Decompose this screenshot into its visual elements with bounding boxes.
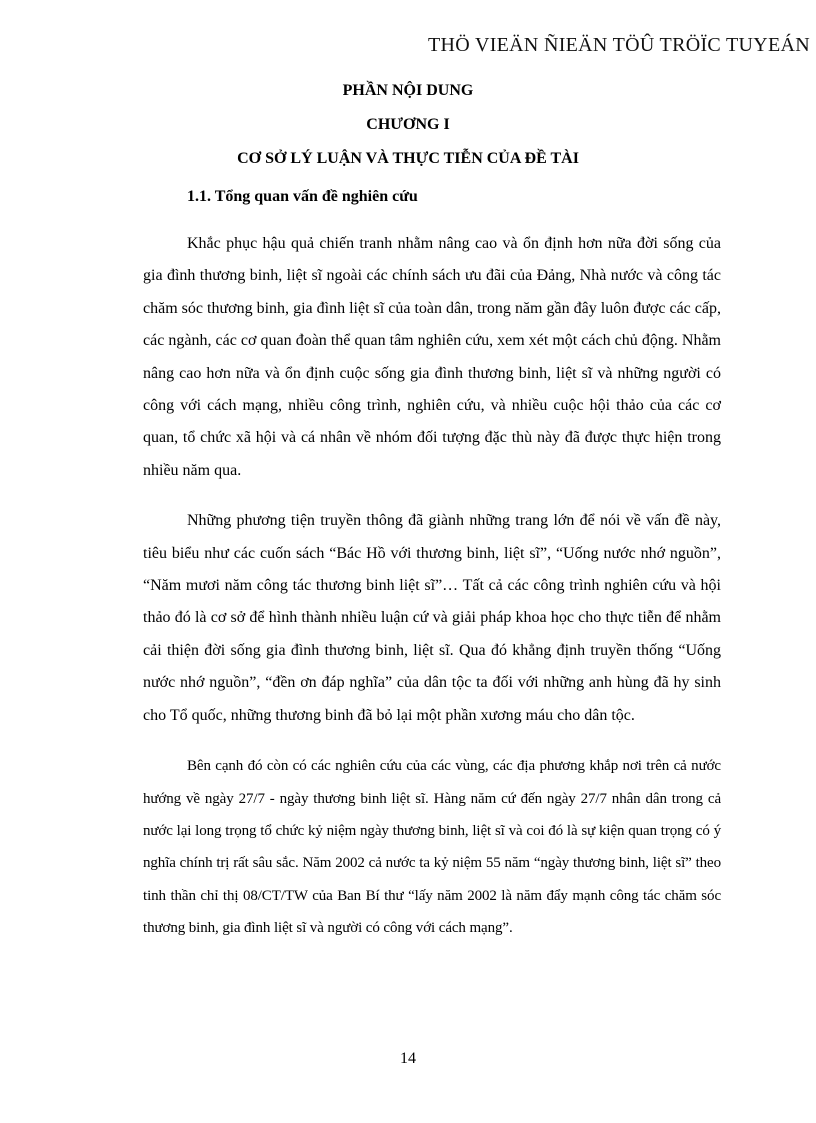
body-text [143,228,721,963]
heading-block [0,74,816,176]
paragraph-3: Bên cạnh đó còn có các nghiên cứu của các vùng, các địa phương khắp nơi trên cả nước hướng về ngày 27/7 - ngày thương binh liệt sĩ. Hàng năm cứ đến ngày 27/7 nhân dân trong cả nước lại long trọng tổ chức kỷ niệm ngày thương binh, liệt sĩ và coi đó là sự kiện quan trọng có ý nghĩa chính trị rất sâu sắc. Năm 2002 cả nước ta kỷ niệm 55 năm “ngày thương binh, liệt sĩ” theo tinh thần chỉ thị 08/CT/TW của Ban Bí thư “lấy năm 2002 là năm đẩy mạnh công tác chăm sóc thương binh, gia đình liệt sĩ và người có công với cách mạng”. [143,758,721,937]
chapter-heading: CHƯƠNG I [366,116,450,133]
part-heading: PHẦN NỘI DUNG [342,82,474,99]
paragraph-2: Những phương tiện truyền thông đã giành những trang lớn để nói về vấn đề này, tiêu biểu như các cuốn sách “Bác Hồ với thương binh, liệt sĩ”, “Uống nước nhớ nguồn”, “Năm mươi năm công tác thương binh liệt sĩ”… Tất cả các công trình nghiên cứu và hội thảo đó là cơ sở để hình thành nhiều luận cứ và giải pháp khoa học cho thực tiễn để nhằm cải thiện đời sống gia đình thương binh, liệt sĩ. Qua đó khẳng định truyền thống “Uống nước nhớ nguồn”, “đền ơn đáp nghĩa” của dân tộc ta đối với những anh hùng đã hy sinh cho Tổ quốc, những thương binh đã bỏ lại một phần xương máu cho dân tộc. [143,512,721,724]
page-number: 14 [400,1050,416,1067]
header-watermark: THÖ VIEÄN ÑIEÄN TÖÛ TRÖÏC TUYEÁN [428,34,810,56]
chapter-title: CƠ SỞ LÝ LUẬN VÀ THỰC TIỄN CỦA ĐỀ TÀI [237,150,579,167]
section-title: 1.1. Tổng quan vấn đề nghiên cứu [187,188,418,205]
paragraph-1: Khắc phục hậu quả chiến tranh nhằm nâng cao và ổn định hơn nữa đời sống của gia đình thương binh, liệt sĩ ngoài các chính sách ưu đãi của Đảng, Nhà nước và công tác chăm sóc thương binh, gia đình liệt sĩ của toàn dân, trong năm gần đây luôn được các cấp, các ngành, các cơ quan đoàn thể quan tâm nghiên cứu, xem xét một cách chủ động. Nhằm nâng cao hơn nữa và ổn định cuộc sống gia đình thương binh, liệt sĩ và những người có công với cách mạng, nhiều công trình, nghiên cứu, và nhiều cuộc hội thảo của các cơ quan, tổ chức xã hội và cá nhân về nhóm đối tượng đặc thù này đã được thực hiện trong nhiều năm qua. [143,235,721,479]
